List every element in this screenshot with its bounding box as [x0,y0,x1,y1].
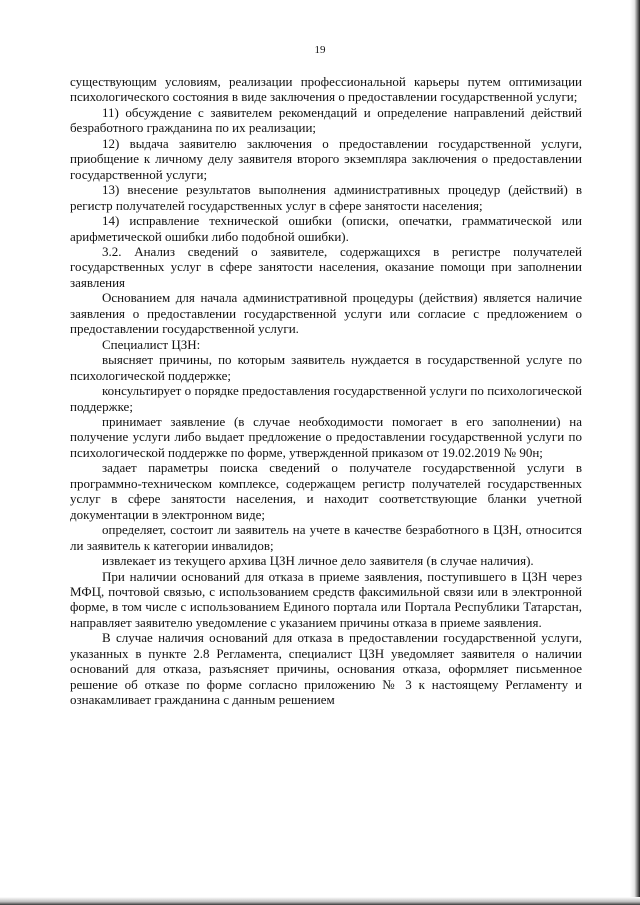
page-number: 19 [314,44,326,56]
paragraph-action-determines: определяет, состоит ли заявитель на учете в качестве безработного в ЦЗН, относится ли заявитель к категории инвалидов; [70,522,582,553]
document-body [70,74,582,708]
paragraph-item-11: 11) обсуждение с заявителем рекомендаций и определение направлений действий безработного гражданина по их реализации; [70,104,582,136]
paragraph-action-extracts: извлекает из текущего архива ЦЗН личное дело заявителя (в случае наличия). [102,553,534,569]
section-heading-3-2: 3.2. Анализ сведений о заявителе, содержащихся в регистре получателей государственных услуг в сфере занятости населения, оказание помощи при заполнении заявления [70,243,582,290]
paragraph-basis: Основанием для начала административной процедуры (действия) является наличие заявления о предоставлении государственной услуги или согласие с предложением о предоставлении государственной услуги. [70,290,582,337]
paragraph-continuation: существующим условиям, реализации профессиональной карьеры путем оптимизации психологического состояния в виде заключения о предоставлении государственной услуги; [70,74,582,105]
paragraph-item-12: 12) выдача заявителю заключения о предоставлении государственной услуги, приобщение к личному делу заявителя второго экземпляра заключения о предоставлении государственной услуги; [70,135,582,182]
paragraph-refusal-reception: При наличии оснований для отказа в приеме заявления, поступившего в ЦЗН через МФЦ, почтовой связью, с использованием средств факсимильной связи или в электронной форме, в том числе с использованием Единого портала или Портала Республики Татарстан, направляет заявителю уведомление с указанием причины отказа в приеме заявления. [70,568,582,630]
paragraph-item-13: 13) внесение результатов выполнения административных процедур (действий) в регистр получателей государственных услуг в сфере занятости населения; [70,182,582,213]
paragraph-specialist: Специалист ЦЗН: [102,336,201,352]
paragraph-action-consults: консультирует о порядке предоставления государственной услуги по психологической поддержке; [70,383,582,414]
paragraph-action-accepts: принимает заявление (в случае необходимости помогает в его заполнении) на получение услуги либо выдает предложение о предоставлении государственной услуги по психологической поддержке по форме, утвержденной приказом от 19.02.2019 № 90н; [70,413,582,460]
scan-edge-right [630,0,640,905]
paragraph-refusal-service: В случае наличия оснований для отказа в предоставлении государственной услуги, указанных в пункте 2.8 Регламента, специалист ЦЗН уведомляет заявителя о наличии оснований для отказа, разъясняет причины, основания отказа, оформляет письменное решение об отказе по форме согласно приложению № 3 к настоящему Регламенту и ознакамливает гражданина с данным решением [70,630,582,708]
scan-edge-bottom [0,897,640,905]
paragraph-action-search: задает параметры поиска сведений о получателе государственной услуги в программно-техническом комплексе, содержащем регистр получателей государственных услуг в сфере занятости населения, и находит соответствующие бланки учетной документации в электронном виде; [70,460,582,522]
paragraph-action-clarifies: выясняет причины, по которым заявитель нуждается в государственной услуге по психологической поддержке; [70,352,582,383]
paragraph-item-14: 14) исправление технической ошибки (описки, опечатки, грамматической или арифметической ошибки либо подобной ошибки). [70,213,582,244]
